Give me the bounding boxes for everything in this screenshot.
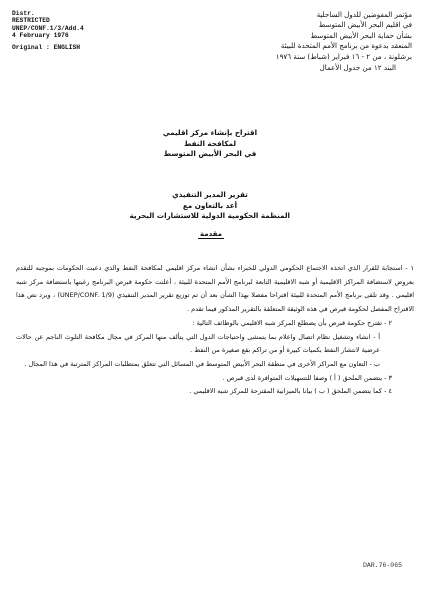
paragraph-2a: أ - انشاء وتشغيل نظام اتصال واعلام بما يتمشى واحتياجات الدول التي يتألف منها المركز في مجال مكافحة التلوث الناجم عن حالات عرضية لانتشار النفط بكميات كبيرة أو من تراكم بقع صغيرة من النفط . <box>16 332 380 355</box>
header-line: في اقليم البحر الأبيض المتوسط <box>318 20 412 30</box>
document-body <box>16 262 414 399</box>
agenda-item: البند ١٢ من جدول الأعمال <box>319 63 396 73</box>
conference-header <box>182 10 412 73</box>
introduction-heading <box>156 230 266 238</box>
paragraph-3: ٣ - يتضمن الملحق ( أ ) وصفا للتسهيلات المتوافرة لدى قبرص . <box>222 373 392 382</box>
job-number: DAR.76-065 <box>362 562 402 569</box>
title-line: تقرير المدير التنفيذي <box>172 190 248 199</box>
title-line: المنظمة الحكومية الدولية للاستشارات البحرية <box>129 211 290 221</box>
title-line: أعد بالتعاون مع <box>182 200 238 210</box>
introduction-heading-text: مقدمة <box>200 230 222 238</box>
paragraph-1: ١ - استجابة للقرار الذي اتخذه الاجتماع الحكومي الدولي للخبراء بشأن انشاء مركز اقليمي لمكافحة النفط والذي دعيت الحكومات بموجبه للتقدم بعروض لاستضافة المراكز الاقليمية أو شبه الاقليمية التابعة لبرنامج الأمم المتحدة للبيئة ، أعلنت حكومة قبرص البرنامج رغبتها باستضافة مركز شبه اقليمي . وقد تلقى برنامج الأمم المتحدة للبيئة اقتراحا مفصلا بهذا الشأن بعد أن تم توزيع تقرير المدير التنفيذي (UNEP/CONF. 1/9) ، ويرد نص هذا الاقتراح المفصل لحكومة قبرص في هذه الوثيقة المتعلقة بالتقرير المذكور فيما تقدم . <box>16 264 414 314</box>
proposal-title <box>130 128 290 160</box>
header-line: برشلونة ، من ٢ - ١٦ فبراير (شباط) سنة ١٩٧٦ <box>275 51 412 61</box>
paragraph-2b: ب - التعاون مع المراكز الأخرى في منطقة البحر الأبيض المتوسط في المسائل التي تتعلق بمتطلبات المراكز المترتبة في هذا المجال . <box>24 359 380 368</box>
header-line: مؤتمر المفوضين للدول الساحلية <box>316 10 412 19</box>
distribution-block <box>12 10 162 51</box>
distr-label: Distr. <box>12 10 35 17</box>
report-title <box>130 190 290 222</box>
header-line: المنعقد بدعوة من برنامج الأمم المتحدة للبيئة <box>280 41 412 51</box>
document-symbol: UNEP/CONF.1/3/Add.4 <box>12 24 84 32</box>
paragraph-4: ٤ - كما يتضمن الملحق ( ب ) بيانا بالميزانية المقترحة للمركز شبه الاقليمي . <box>189 387 392 396</box>
title-line: اقتراح بإنشاء مركز اقليمي <box>162 128 258 137</box>
header-line: بشأن حماية البحر الأبيض المتوسط <box>310 30 412 40</box>
title-line: لمكافحة النفط <box>183 138 237 148</box>
document-date: 4 February 1976 <box>12 32 69 40</box>
title-line: في البحر الأبيض المتوسط <box>163 149 257 159</box>
paragraph-2: ٢ - تقترح حكومة قبرص بأن يضطلع المركز شبه الاقليمي بالوظائف التالية : <box>192 318 392 327</box>
original-language: Original : ENGLISH <box>12 43 81 51</box>
restricted-label: RESTRICTED <box>12 17 50 25</box>
